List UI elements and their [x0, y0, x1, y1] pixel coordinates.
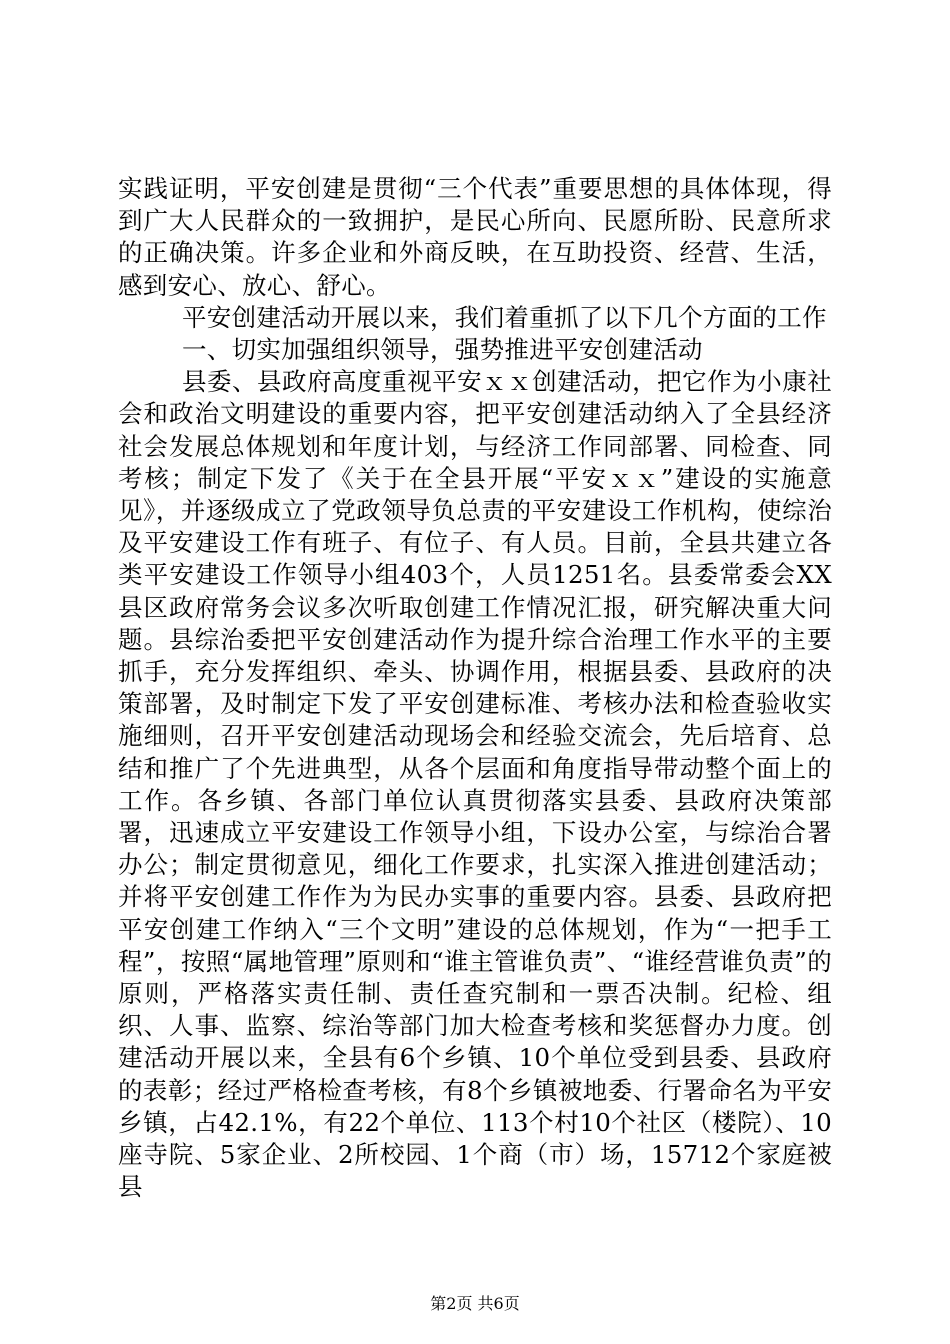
paragraph-3: 县委、县政府高度重视平安ｘｘ创建活动，把它作为小康社会和政治文明建设的重要内容，把平安创建活动纳入了全县经济社会发展总体规划和年度计划，与经济工作同部署、同检查、同考核；制定下发了《关于在全县开展“平安ｘｘ”建设的实施意见》，并逐级成立了党政领导负总责的平安建设工作机构，使综治及平安建设工作有班子、有位子、有人员。目前，全县共建立各类平安建设工作领导小组403个，人员1251名。县委常委会XX县区政府常务会议多次听取创建工作情况汇报，研究解决重大问题。县综治委把平安创建活动作为提升综合治理工作水平的主要抓手，充分发挥组织、牵头、协调作用，根据县委、县政府的决策部署，及时制定下发了平安创建标准、考核办法和检查验收实施细则，召开平安创建活动现场会和经验交流会，先后培育、总结和推广了个先进典型，从各个层面和角度指导带动整个面上的工作。各乡镇、各部门单位认真贯彻落实县委、县政府决策部署，迅速成立平安建设工作领导小组，下设办公室，与综治合署办公；制定贯彻意见，细化工作要求，扎实深入推进创建活动；并将平安创建工作作为为民办实事的重要内容。县委、县政府把平安创建工作纳入“三个文明”建设的总体规划，作为“一把手工程”，按照“属地管理”原则和“谁主管谁负责”、“谁经营谁负责”的原则，严格落实责任制、责任查究制和一票否决制。纪检、组织、人事、监察、综治等部门加大检查考核和奖惩督办力度。创建活动开展以来，全县有6个乡镇、10个单位受到县委、县政府的表彰；经过严格检查考核，有8个乡镇被地委、行署命名为平安乡镇，占42.1%，有22个单位、113个村10个社区（楼院）、10座寺院、5家企业、2所校园、1个商（市）场，15712个家庭被县: [118, 367, 832, 1202]
document-body: [118, 173, 832, 1204]
section-heading: 一、切实加强组织领导，强势推进平安创建活动: [182, 335, 703, 365]
page-number-footer: 第2页 共6页: [430, 1294, 520, 1313]
paragraph-1: 实践证明，平安创建是贯彻“三个代表”重要思想的具体体现，得到广大人民群众的一致拥护，是民心所向、民愿所盼、民意所求的正确决策。许多企业和外商反映，在互助投资、经营、生活，感到安心、放心、舒心。: [118, 174, 832, 300]
paragraph-2: 平安创建活动开展以来，我们着重抓了以下几个方面的工作: [182, 302, 827, 332]
